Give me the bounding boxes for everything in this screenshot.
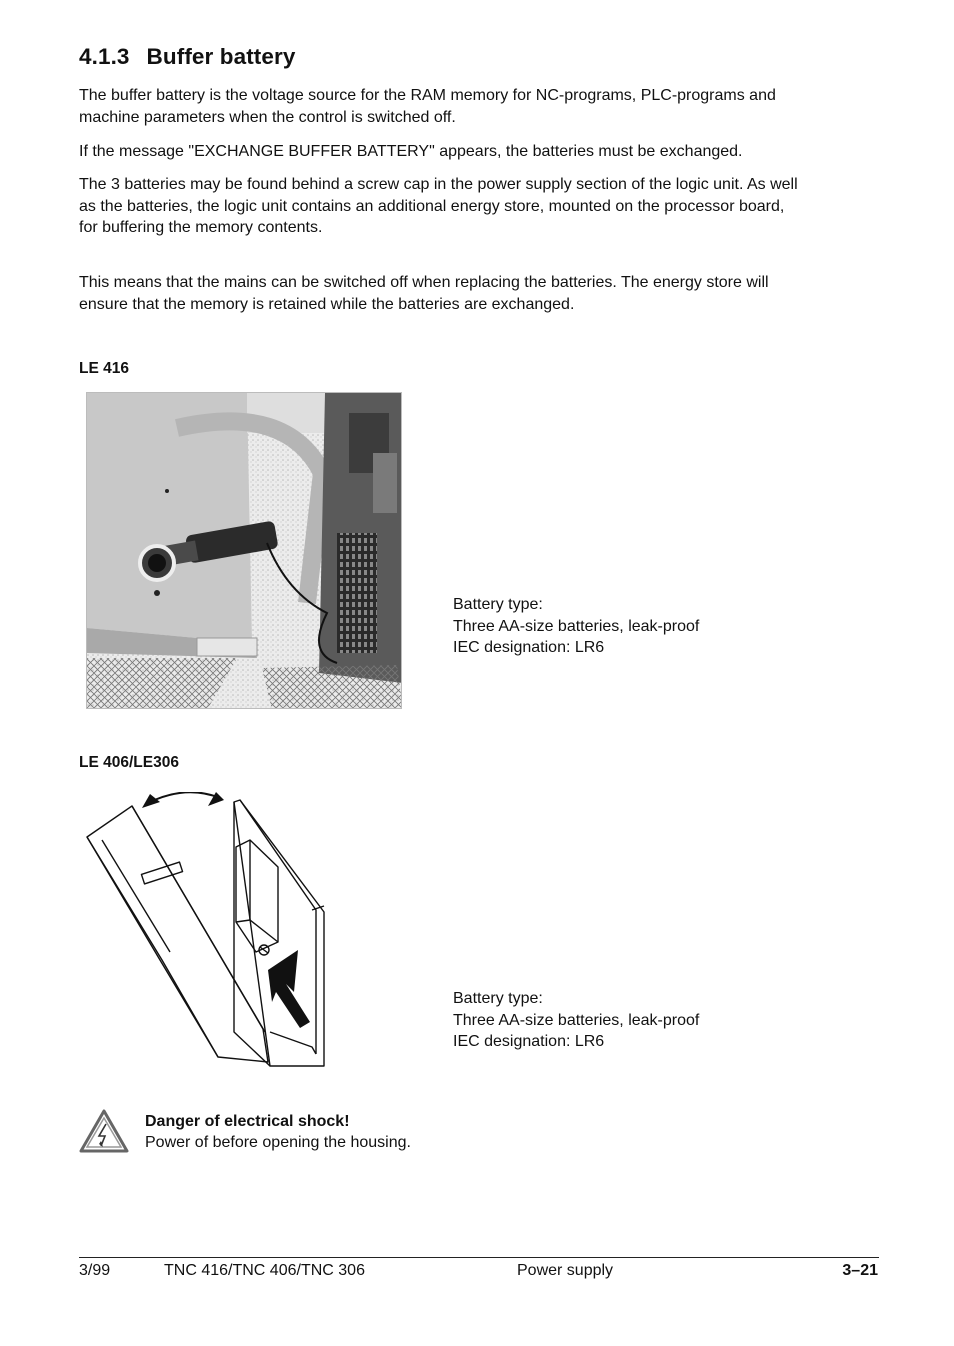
section-number: 4.1.3	[79, 44, 130, 69]
paragraph-intro: The buffer battery is the voltage source for the RAM memory for NC-programs, PLC-programs and machine parameters when the control is switched off.	[79, 87, 776, 126]
battery-type-label: Battery type:	[453, 990, 543, 1007]
le406-caption	[453, 988, 699, 1053]
footer-chapter: Power supply	[517, 1262, 614, 1279]
electrical-hazard-icon	[79, 1108, 129, 1154]
le406-drawing	[80, 792, 340, 1072]
footer-date: 3/99	[79, 1262, 111, 1279]
paragraph-message: If the message "EXCHANGE BUFFER BATTERY" appears, the batteries must be exchanged.	[79, 143, 743, 160]
paragraph-mains: This means that the mains can be switched off when replacing the batteries. The energy store will ensure that the memory is retained while the batteries are exchanged.	[79, 274, 769, 313]
le416-photo	[86, 392, 402, 709]
subheading-le406: LE 406/LE306	[79, 754, 179, 771]
section-heading	[79, 44, 295, 70]
le416-caption	[453, 594, 699, 659]
iec-designation: IEC designation: LR6	[453, 639, 605, 656]
battery-type-value: Three AA-size batteries, leak-proof	[453, 617, 700, 635]
warning-text: Power of before opening the housing.	[145, 1134, 411, 1151]
section-title: Buffer battery	[146, 44, 296, 69]
paragraph-location: The 3 batteries may be found behind a screw cap in the power supply section of the logic unit. As well as the batteries, the logic unit contains an additional energy store, mounted on the processor board, for buffering the memory contents.	[79, 176, 798, 236]
warning-title: Danger of electrical shock!	[145, 1113, 350, 1130]
footer-product: TNC 416/TNC 406/TNC 306	[164, 1262, 365, 1279]
iec-designation: IEC designation: LR6	[453, 1033, 605, 1050]
battery-type-value: Three AA-size batteries, leak-proof	[453, 1011, 700, 1029]
footer-page-number: 3–21	[842, 1262, 878, 1279]
subheading-le416: LE 416	[79, 360, 129, 377]
footer-rule	[79, 1257, 879, 1258]
battery-type-label: Battery type:	[453, 596, 543, 613]
